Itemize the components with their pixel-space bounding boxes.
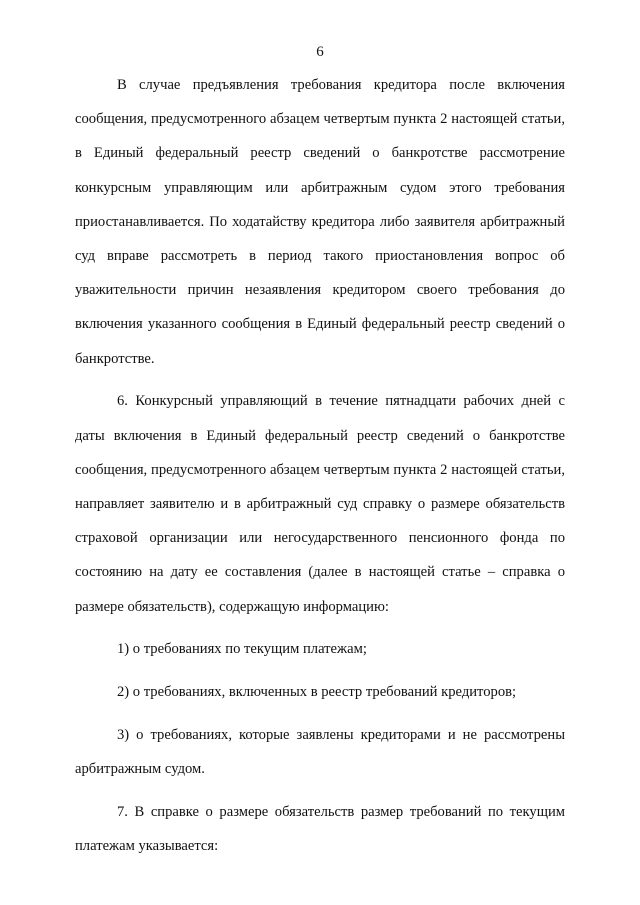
paragraph-item-6: 6. Конкурсный управляющий в течение пятнадцати рабочих дней с даты включения в Единый федеральный реестр сведений о банкротстве сообщения, предусмотренного абзацем четвертым пункта 2 настоящей статьи, направляет заявителю и в арбитражный суд справку о размере обязательств страховой организации или негосударственного пенсионного фонда по состоянию на дату ее составления (далее в настоящей статье – справка о размере обязательств), содержащую информацию: (75, 393, 565, 615)
list-item-registered-claims: 2) о требованиях, включенных в реестр требований кредиторов; (117, 683, 517, 700)
document-body (75, 68, 565, 863)
list-item-current-payments: 1) о требованиях по текущим платежам; (117, 641, 367, 658)
list-item-unreviewed-claims: 3) о требованиях, которые заявлены кредиторами и не рассмотрены арбитражным судом. (75, 726, 565, 777)
page-number: 6 (316, 44, 324, 60)
paragraph-item-7: 7. В справке о размере обязательств размер требований по текущим платежам указывается: (75, 803, 565, 854)
paragraph-claim-suspension: В случае предъявления требования кредитора после включения сообщения, предусмотренного абзацем четвертым пункта 2 настоящей статьи, в Единый федеральный реестр сведений о банкротстве рассмотрение конкурсным управляющим или арбитражным судом этого требования приостанавливается. По ходатайству кредитора либо заявителя арбитражный суд вправе рассмотреть в период такого приостановления вопрос об уважительности причин незаявления кредитором своего требования до включения указанного сообщения в Единый федеральный реестр сведений о банкротстве. (75, 77, 565, 367)
